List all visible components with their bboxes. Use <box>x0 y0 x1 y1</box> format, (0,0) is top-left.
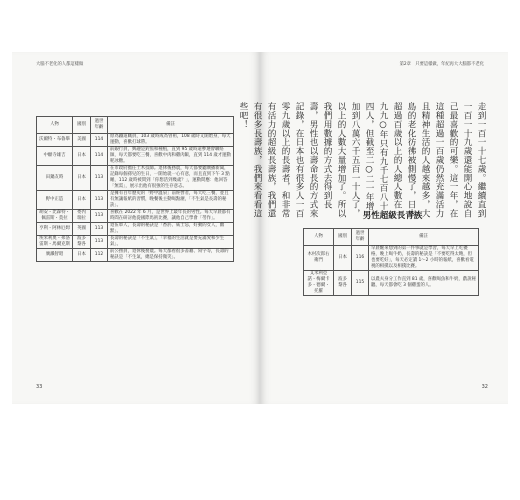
table-row <box>37 134 234 147</box>
person-name-cell: 胡安・比森特・佩雷斯・莫拉 <box>37 210 73 223</box>
age-cell: 112 <box>91 249 108 262</box>
column-header: 人物 <box>304 229 334 246</box>
age-cell: 113 <box>91 236 108 249</box>
country-cell: 日本 <box>334 246 352 271</box>
country-cell: 日本 <box>73 249 91 262</box>
age-cell: 116 <box>352 246 369 271</box>
male-supercentenarian-table <box>303 228 479 296</box>
table-row <box>37 191 234 210</box>
page-number: 33 <box>36 384 43 390</box>
column-header: 國別 <box>334 229 352 246</box>
notes-cell: 早晨醒來想到的第一件事就是學習，每天早上吃優格，晚上喝牛奶，長壽的秘訣是「不要吃得太飽，但也要吃好」，每天必定讀 1～2 小時的報紙，喜歡看電視的相撲以及相撲比賽。 <box>369 246 479 271</box>
notes-cell: 以農夫身分工作直到 81 歲，喜歡喝魚和牛奶，戲說秘聽，每天都會吃 3 個雞蛋的人。 <box>369 271 479 296</box>
notes-cell: 在市政府擔任土木技師。退休後務農，每天都要聽廣播新聞，記錄每個孫兒的生日，一開始就一心有意，而且直到下午 3 點睡，112 歲時被問到「你想活到幾歲？」，運動問應：他回答「無需」，展示出他有很強的生存意志。 <box>108 166 234 191</box>
column-header: 備註 <box>108 117 234 134</box>
country-cell: 波多黎各 <box>334 271 352 296</box>
notes-cell: 是擁有百年歷史的「野中溫泉」前經營者，每天吃三餐，並且有無讓報紙的習慣，晚餐後主動喝點灑，「不生氣是長壽的秘訣」。 <box>108 191 234 210</box>
person-name-cell: 野中正造 <box>37 191 73 210</box>
table-row <box>37 166 234 191</box>
age-cell: 114 <box>91 147 108 166</box>
column-header: 過世年齡 <box>352 229 369 246</box>
person-name-cell: 木村次郎右衛門 <box>304 246 334 271</box>
running-head: 大腦不老化的人都這樣做 <box>36 62 84 67</box>
notes-cell: 前銀行員，興趣是釣魚和種植，直到 95 歲時還參選會聯絡師，每天都要吃三餐，喜歡中肉和雞肉飯，直到 114 歲才運動呢冰糖。 <box>108 147 234 166</box>
person-name-cell: 沃爾特・布魯畢 <box>37 134 73 147</box>
table-row <box>37 223 234 236</box>
notes-cell: 退伍軍人，長壽的秘訣是「香菸、威士忌，好動的女人，幽默」。 <box>108 223 234 236</box>
age-cell: 113 <box>91 191 108 210</box>
book-spread <box>12 52 508 404</box>
section-title: 男性超級長青族 <box>362 211 423 221</box>
column-header: 過世年齡 <box>91 117 108 134</box>
age-cell: 115 <box>352 271 369 296</box>
age-cell: 113 <box>91 166 108 191</box>
column-header: 備註 <box>369 229 479 246</box>
country-cell: 委內瑞拉 <box>73 210 91 223</box>
person-name-cell: 中願寺雄吉 <box>37 147 73 166</box>
person-name-cell: 埃米利奧・弗洛雷斯・馬爾克斯 <box>37 236 73 249</box>
table-row <box>37 249 234 262</box>
age-cell: 114 <box>91 134 108 147</box>
country-cell: 美國 <box>73 134 91 147</box>
country-cell: 日本 <box>73 191 91 210</box>
person-name-cell: 廣瀨智昭 <box>37 249 73 262</box>
body-text-vertical: 走到一百一十七歲。繼續直到一百一十九歲還能開心地說自己最喜歡的可樂。這一年，在這種超過一百歲仍然充滿活力且精神生活的人越來越多，大島的老化彷彿被側慢了，日本超過百歲以上的人總人數在一九九○年只有九千七百八十四人，但截至二○二一年增加到八萬六千五百一十人了，以上的人數大量增加了。所以我們用數據的方式去得到長壽，男性也以壽命長的方式來記錄，在日本也有很多人一百零九歲以上的長壽者，和非常有活力的超級長壽族，我們還有很多長壽族，我們來看看這些吧！ <box>238 102 486 218</box>
table-row <box>37 236 234 249</box>
age-cell: 113 <box>91 223 108 236</box>
right-page <box>238 52 508 404</box>
age-cell: 113 <box>91 210 108 223</box>
running-head: 第2章 只要這樣做，年紀再大大腦都不老化 <box>399 62 484 67</box>
country-cell: 日本 <box>73 147 91 166</box>
supercentenarian-table <box>36 116 234 262</box>
column-header: 人物 <box>37 117 73 134</box>
table-row <box>304 271 479 296</box>
column-header: 國別 <box>73 117 91 134</box>
person-name-cell: 亨利・阿林厄姆 <box>37 223 73 236</box>
table-row <box>37 210 234 223</box>
country-cell: 日本 <box>73 166 91 191</box>
table-row <box>304 246 479 271</box>
person-name-cell: 田鍋友時 <box>37 166 73 191</box>
table-row <box>37 147 234 166</box>
notes-cell: 原為鐵道職員，103 歲時成為曾祖，108 歲時又開始身，每天運動，喜歡打球帶。 <box>108 134 234 147</box>
notes-cell: 喜歡在 2022 年 6 月，是世界上最年長的男性。每天早晨都有時間在研討他從國際馬術比賽，讓他自己學會「勞作」。 <box>108 210 234 223</box>
table-header-row <box>304 229 479 246</box>
country-cell: 英國 <box>73 223 91 236</box>
page-number: 32 <box>481 384 488 390</box>
notes-cell: 前公務員，退休後務農。每天都看很多書籍、寫字等，長壽的秘訣是「不生氣，總是保持微笑」。 <box>108 249 234 262</box>
person-name-cell: 艾米利亞諾・梅爾卡多・德爾・托羅 <box>304 271 334 296</box>
country-cell: 波多黎各 <box>73 236 91 249</box>
left-page <box>12 52 260 404</box>
table-header-row <box>37 117 234 134</box>
notes-cell: 長壽的秘訣是「不生氣」，「幸福的生活就是要充滿愛和少生氣」。 <box>108 236 234 249</box>
